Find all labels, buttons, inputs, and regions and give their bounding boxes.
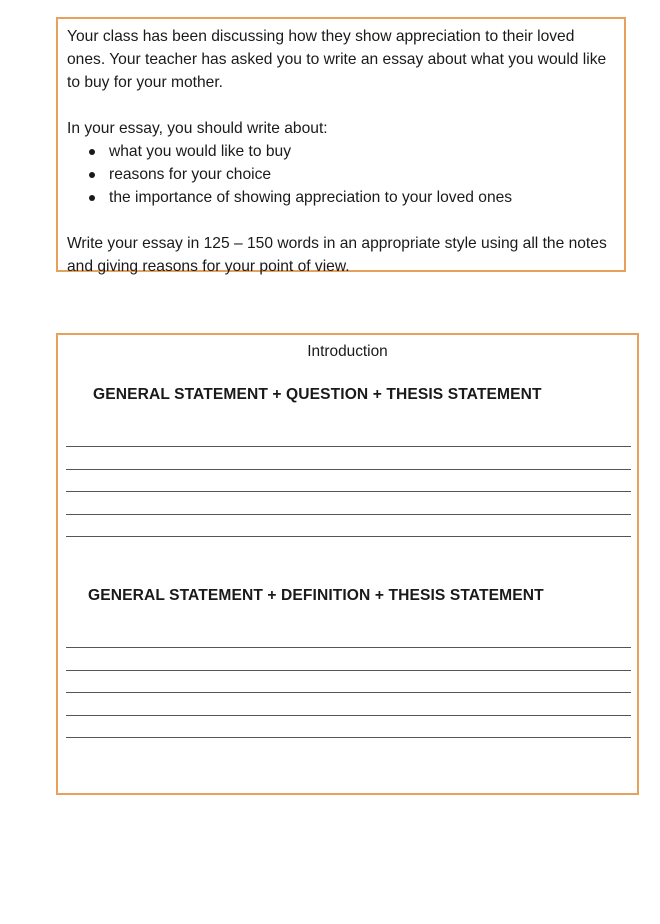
writing-line[interactable]: [66, 446, 631, 447]
introduction-planner-box: [56, 333, 639, 795]
writing-line[interactable]: [66, 647, 631, 648]
task-bullet: reasons for your choice: [109, 163, 616, 186]
task-bullet: the importance of showing appreciation to your loved ones: [109, 186, 616, 209]
writing-line[interactable]: [66, 670, 631, 671]
task-intro: Your class has been discussing how they show appreciation to their loved ones. Your teacher has asked you to write an essay about what you would like to buy for your mother.: [67, 28, 607, 91]
essay-task-box: [56, 17, 626, 275]
task-bullet: what you would like to buy: [109, 140, 616, 163]
planner-title: Introduction: [307, 343, 388, 360]
intro-formula-definition: GENERAL STATEMENT + DEFINITION + THESIS STATEMENT: [88, 587, 544, 604]
intro-formula-question: GENERAL STATEMENT + QUESTION + THESIS STATEMENT: [93, 386, 542, 403]
writing-line[interactable]: [66, 514, 631, 515]
writing-line[interactable]: [66, 737, 631, 738]
writing-line[interactable]: [66, 692, 631, 693]
task-prompt: In your essay, you should write about:: [67, 120, 328, 137]
writing-line[interactable]: [66, 491, 631, 492]
writing-line[interactable]: [66, 536, 631, 537]
paragraph-gap: [67, 209, 616, 232]
task-bullet-list: [67, 140, 616, 209]
writing-line[interactable]: [66, 469, 631, 470]
task-instruction: Write your essay in 125 – 150 words in an appropriate style using all the notes and giving reasons for your point of view.: [67, 235, 607, 275]
writing-line[interactable]: [66, 715, 631, 716]
paragraph-gap: [67, 94, 616, 117]
